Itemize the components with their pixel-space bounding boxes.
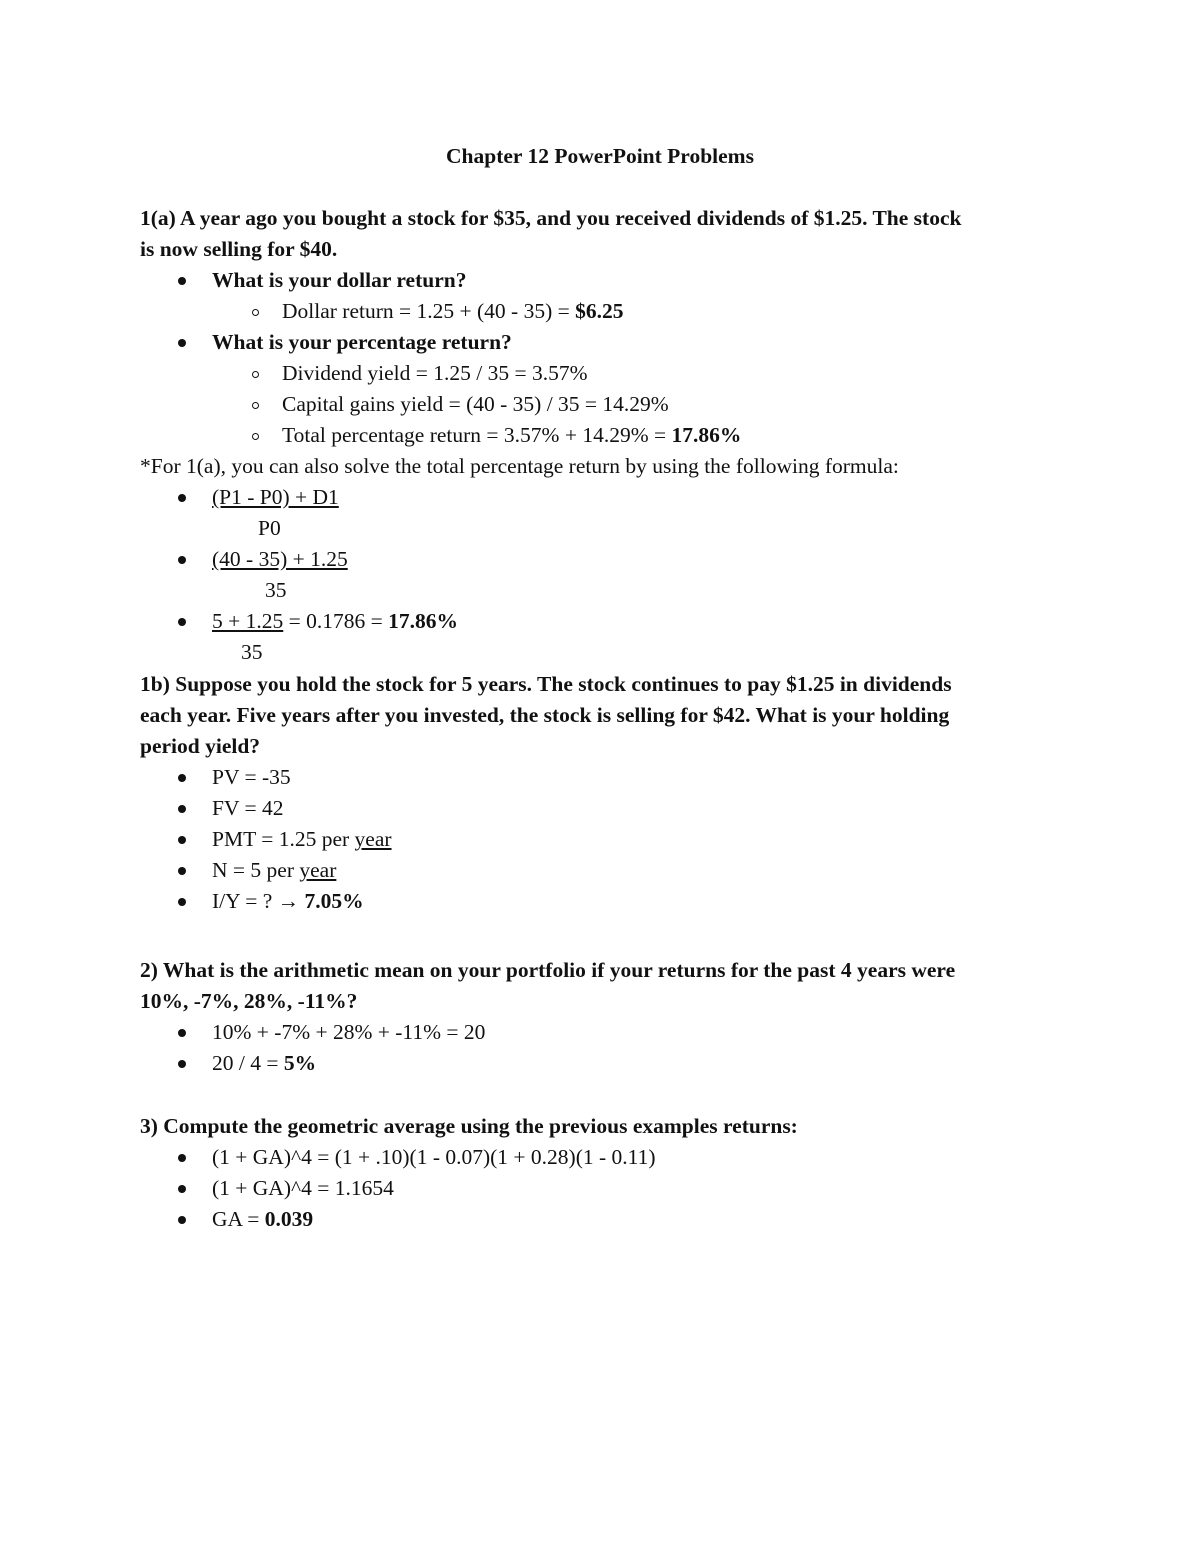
calculation-denominator: 35	[241, 640, 263, 664]
bullet-dot-icon	[178, 836, 186, 844]
dollar-return-answer: $6.25	[575, 299, 624, 323]
pmt-unit: year	[354, 827, 392, 851]
bullet-dot-icon	[178, 494, 186, 502]
bullet-dot-icon	[178, 277, 186, 285]
total-return-line	[282, 422, 741, 448]
q3-prompt: 3) Compute the geometric average using the previous examples returns:	[140, 1114, 798, 1138]
bullet-dot-icon	[178, 1154, 186, 1162]
n-line	[212, 857, 336, 883]
q2-prompt-line2: 10%, -7%, 28%, -11%?	[140, 989, 358, 1013]
capital-gains-yield-line: Capital gains yield = (40 - 35) / 35 = 14.29%	[282, 392, 669, 416]
q1b-prompt-line2: each year. Five years after you invested, the stock is selling for $42. What is your holding	[140, 703, 950, 727]
n-text: N = 5 per	[212, 858, 300, 882]
iy-line	[212, 888, 364, 914]
bullet-dot-icon	[178, 867, 186, 875]
bullet-dot-icon	[178, 556, 186, 564]
calculation-answer: 17.86%	[388, 609, 459, 633]
mean-answer: 5%	[283, 1051, 317, 1075]
mean-text: 20 / 4 =	[212, 1051, 284, 1075]
iy-text: I/Y = ? →	[212, 889, 305, 913]
page-title: Chapter 12 PowerPoint Problems	[446, 144, 754, 168]
bullet-dot-icon	[178, 618, 186, 626]
bullet-dot-icon	[178, 1185, 186, 1193]
calculation-rest: = 0.1786 =	[283, 609, 389, 633]
geometric-product-line: (1 + GA)^4 = 1.1654	[212, 1176, 394, 1200]
bullet-circle-icon	[252, 309, 259, 316]
q1b-prompt-line3: period yield?	[140, 734, 261, 758]
pv-line: PV = -35	[212, 765, 291, 789]
dollar-return-line	[282, 298, 624, 324]
pmt-line	[212, 826, 392, 852]
substitution-numerator: (40 - 35) + 1.25	[212, 547, 348, 571]
geometric-average-line	[212, 1206, 313, 1232]
pmt-text: PMT = 1.25 per	[212, 827, 355, 851]
formula-note: *For 1(a), you can also solve the total percentage return by using the following formula:	[140, 454, 899, 478]
iy-answer: 7.05%	[304, 889, 364, 913]
q1a-prompt-line1: 1(a) A year ago you bought a stock for $35, and you received dividends of $1.25. The stock	[140, 206, 962, 230]
total-return-answer: 17.86%	[671, 423, 742, 447]
geometric-equation-line: (1 + GA)^4 = (1 + .10)(1 - 0.07)(1 + 0.28)(1 - 0.11)	[212, 1145, 656, 1169]
bullet-circle-icon	[252, 402, 259, 409]
bullet-dot-icon	[178, 339, 186, 347]
bullet-dot-icon	[178, 898, 186, 906]
formula-numerator: (P1 - P0) + D1	[212, 485, 339, 509]
bullet-dot-icon	[178, 774, 186, 782]
ga-text: GA =	[212, 1207, 265, 1231]
bullet-circle-icon	[252, 371, 259, 378]
mean-line	[212, 1050, 316, 1076]
ga-answer: 0.039	[264, 1207, 314, 1231]
bullet-dot-icon	[178, 805, 186, 813]
bullet-dot-icon	[178, 1029, 186, 1037]
fv-line: FV = 42	[212, 796, 284, 820]
bullet-circle-icon	[252, 433, 259, 440]
q1a-bullet-percentage-question: What is your percentage return?	[212, 330, 512, 354]
q1b-prompt-line1: 1b) Suppose you hold the stock for 5 years. The stock continues to pay $1.25 in dividends	[140, 672, 952, 696]
formula-denominator: P0	[258, 516, 281, 540]
bullet-dot-icon	[178, 1216, 186, 1224]
dollar-return-text: Dollar return = 1.25 + (40 - 35) =	[282, 299, 576, 323]
q2-prompt-line1: 2) What is the arithmetic mean on your portfolio if your returns for the past 4 years were	[140, 958, 956, 982]
bullet-dot-icon	[178, 1060, 186, 1068]
dividend-yield-line: Dividend yield = 1.25 / 35 = 3.57%	[282, 361, 588, 385]
n-unit: year	[299, 858, 337, 882]
substitution-denominator: 35	[265, 578, 287, 602]
calculation-numerator: 5 + 1.25	[212, 609, 284, 633]
total-return-text: Total percentage return = 3.57% + 14.29% =	[282, 423, 672, 447]
calculation-line	[212, 608, 458, 634]
q1a-bullet-dollar-question: What is your dollar return?	[212, 268, 467, 292]
q1a-prompt-line2: is now selling for $40.	[140, 237, 338, 261]
returns-sum-line: 10% + -7% + 28% + -11% = 20	[212, 1020, 486, 1044]
